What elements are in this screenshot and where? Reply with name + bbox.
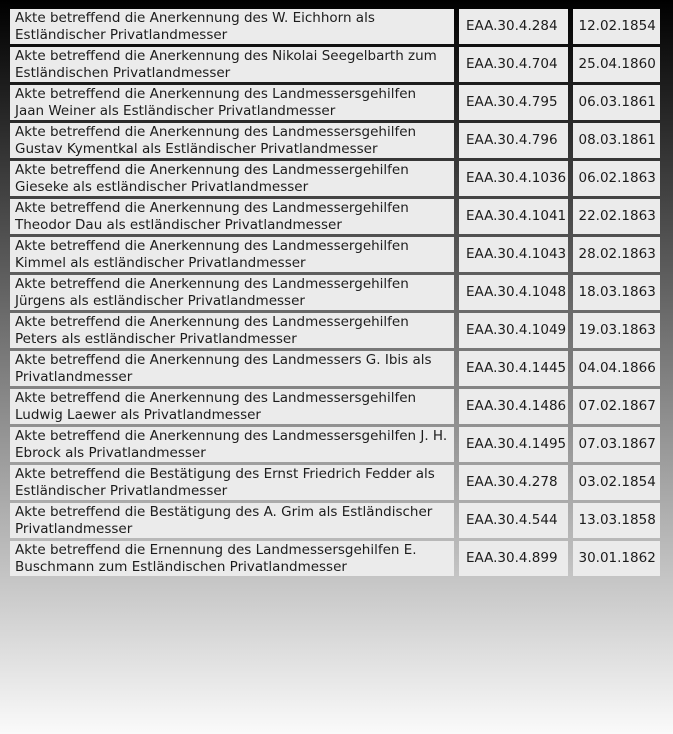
record-reference: EAA.30.4.1495 [459, 427, 568, 462]
record-title: Akte betreffend die Anerkennung des W. Eichhorn als Estländischer Privatlandmesser [10, 9, 454, 44]
record-row[interactable] [10, 275, 660, 310]
record-reference: EAA.30.4.795 [459, 85, 568, 120]
record-reference: EAA.30.4.1043 [459, 237, 568, 272]
record-reference: EAA.30.4.899 [459, 541, 568, 576]
record-reference: EAA.30.4.1041 [459, 199, 568, 234]
record-row[interactable] [10, 237, 660, 272]
record-date: 08.03.1861 [573, 123, 660, 158]
record-row[interactable] [10, 9, 660, 44]
record-reference: EAA.30.4.544 [459, 503, 568, 538]
record-row[interactable] [10, 389, 660, 424]
record-title: Akte betreffend die Anerkennung des Landmessersgehilfen Gustav Kymentkal als Estländischer Privatlandmesser [10, 123, 454, 158]
record-row[interactable] [10, 85, 660, 120]
record-date: 07.02.1867 [573, 389, 660, 424]
record-title: Akte betreffend die Anerkennung des Nikolai Seegelbarth zum Estländischen Privatlandmesser [10, 47, 454, 82]
record-title: Akte betreffend die Anerkennung des Landmessersgehilfen J. H. Ebrock als Privatlandmesser [10, 427, 454, 462]
record-title: Akte betreffend die Anerkennung des Landmessersgehilfen Jaan Weiner als Estländischer Privatlandmesser [10, 85, 454, 120]
records-table [5, 6, 665, 579]
record-date: 04.04.1866 [573, 351, 660, 386]
record-date: 06.02.1863 [573, 161, 660, 196]
record-row[interactable] [10, 161, 660, 196]
record-title: Akte betreffend die Bestätigung des Ernst Friedrich Fedder als Estländischer Privatlandmesser [10, 465, 454, 500]
record-reference: EAA.30.4.1036 [459, 161, 568, 196]
record-row[interactable] [10, 47, 660, 82]
record-date: 13.03.1858 [573, 503, 660, 538]
record-date: 19.03.1863 [573, 313, 660, 348]
record-reference: EAA.30.4.796 [459, 123, 568, 158]
record-reference: EAA.30.4.278 [459, 465, 568, 500]
record-title: Akte betreffend die Anerkennung des Landmessersgehilfen Ludwig Laewer als Privatlandmesser [10, 389, 454, 424]
record-row[interactable] [10, 465, 660, 500]
record-reference: EAA.30.4.1049 [459, 313, 568, 348]
record-row[interactable] [10, 199, 660, 234]
record-row[interactable] [10, 541, 660, 576]
record-reference: EAA.30.4.1445 [459, 351, 568, 386]
record-title: Akte betreffend die Ernennung des Landmessersgehilfen E. Buschmann zum Estländischen Privatlandmesser [10, 541, 454, 576]
record-row[interactable] [10, 503, 660, 538]
record-title: Akte betreffend die Anerkennung des Landmessergehilfen Gieseke als estländischer Privatlandmesser [10, 161, 454, 196]
record-reference: EAA.30.4.704 [459, 47, 568, 82]
record-date: 22.02.1863 [573, 199, 660, 234]
record-date: 30.01.1862 [573, 541, 660, 576]
record-date: 12.02.1854 [573, 9, 660, 44]
record-title: Akte betreffend die Anerkennung des Landmessergehilfen Kimmel als estländischer Privatlandmesser [10, 237, 454, 272]
record-title: Akte betreffend die Anerkennung des Landmessergehilfen Theodor Dau als estländischer Privatlandmesser [10, 199, 454, 234]
record-date: 07.03.1867 [573, 427, 660, 462]
record-row[interactable] [10, 351, 660, 386]
record-date: 06.03.1861 [573, 85, 660, 120]
record-reference: EAA.30.4.284 [459, 9, 568, 44]
record-title: Akte betreffend die Anerkennung des Landmessers G. Ibis als Privatlandmesser [10, 351, 454, 386]
record-date: 03.02.1854 [573, 465, 660, 500]
record-date: 28.02.1863 [573, 237, 660, 272]
record-date: 18.03.1863 [573, 275, 660, 310]
record-reference: EAA.30.4.1486 [459, 389, 568, 424]
record-row[interactable] [10, 313, 660, 348]
record-title: Akte betreffend die Anerkennung des Landmessergehilfen Jürgens als estländischer Privatlandmesser [10, 275, 454, 310]
record-title: Akte betreffend die Bestätigung des A. Grim als Estländischer Privatlandmesser [10, 503, 454, 538]
records-tbody [10, 9, 660, 576]
record-title: Akte betreffend die Anerkennung des Landmessergehilfen Peters als estländischer Privatlandmesser [10, 313, 454, 348]
record-reference: EAA.30.4.1048 [459, 275, 568, 310]
record-row[interactable] [10, 123, 660, 158]
record-date: 25.04.1860 [573, 47, 660, 82]
record-row[interactable] [10, 427, 660, 462]
